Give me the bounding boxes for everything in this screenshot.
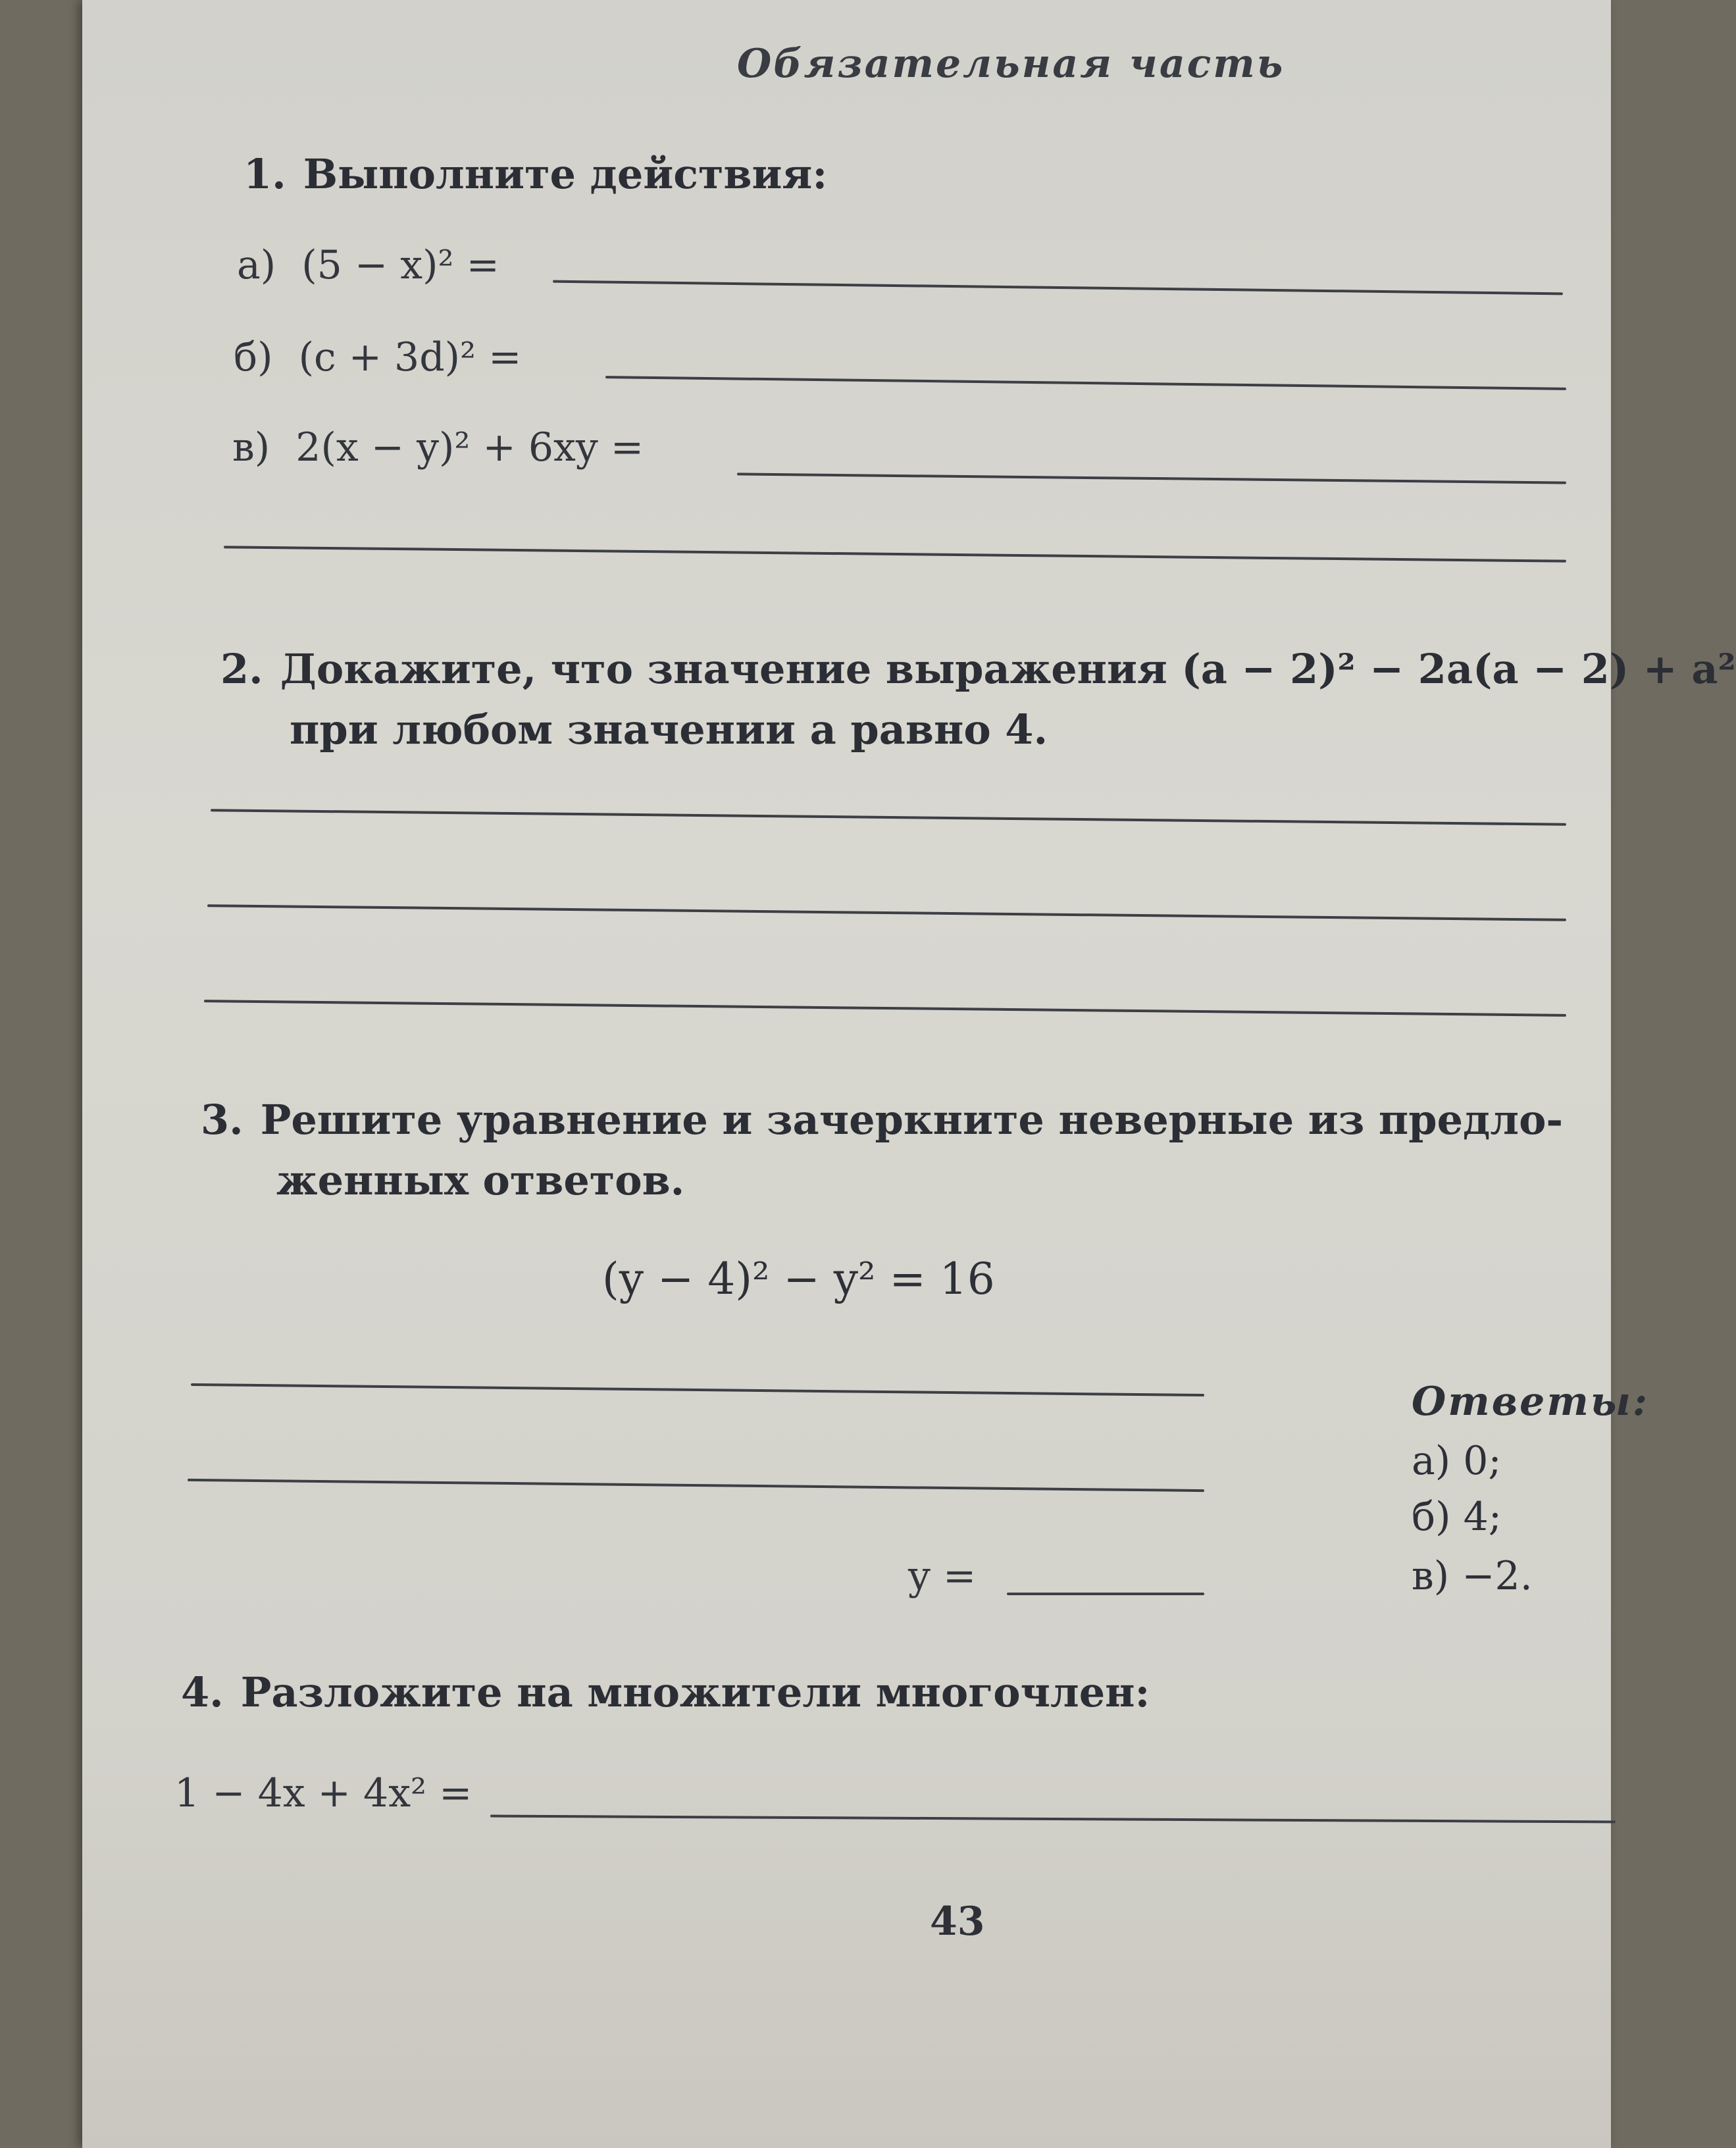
task-3-y-answer-line[interactable]: [1007, 1593, 1204, 1595]
task-2-line-1: [220, 645, 1736, 693]
answer-option-b[interactable]: б) 4;: [1412, 1494, 1502, 1540]
task-1c-answer-line[interactable]: [737, 473, 1566, 484]
task-3-number: 3.: [201, 1096, 243, 1144]
task-4-title: [181, 1668, 1150, 1716]
task-3-equation: (y − 4)² − y² = 16: [602, 1254, 995, 1304]
task-2-answer-line-2[interactable]: [207, 904, 1566, 921]
task-2-answer-line-1[interactable]: [211, 809, 1566, 826]
task-3-y-label: y =: [908, 1553, 977, 1599]
task-1a-answer-line[interactable]: [553, 280, 1563, 295]
task-2-text-1: Докажите, что значение выражения (a − 2)² − 2a(a − 2) + a²: [280, 645, 1736, 693]
task-1b-label: б): [234, 334, 273, 380]
task-1c: [232, 424, 644, 471]
task-2-number: 2.: [220, 645, 263, 693]
answers-title: Ответы:: [1412, 1379, 1650, 1425]
task-4-text: Разложите на множители многочлен:: [240, 1668, 1150, 1716]
task-4-answer-line[interactable]: [490, 1815, 1616, 1824]
answer-option-c[interactable]: в) −2.: [1412, 1553, 1533, 1599]
task-1-title: [243, 150, 827, 198]
task-1b-answer-line[interactable]: [605, 376, 1566, 390]
task-1a-expr: (5 − x)² =: [301, 242, 499, 288]
task-3-line-2: женных ответов.: [276, 1156, 685, 1204]
answer-option-a[interactable]: а) 0;: [1412, 1438, 1502, 1484]
task-1b-expr: (c + 3d)² =: [298, 334, 522, 380]
task-1c-expr: 2(x − y)² + 6xy =: [295, 424, 644, 471]
task-1a-label: а): [237, 242, 276, 288]
task-3-answer-line-1[interactable]: [191, 1383, 1204, 1396]
task-1b: [234, 334, 521, 380]
task-3-text-1: Решите уравнение и зачеркните неверные из предло-: [260, 1096, 1564, 1144]
page-number: 43: [930, 1899, 985, 1945]
task-2-answer-line-3[interactable]: [204, 1000, 1566, 1017]
task-4-number: 4.: [181, 1668, 224, 1716]
task-4-expr: 1 − 4x + 4x² =: [174, 1770, 472, 1816]
task-1-number: 1.: [243, 150, 286, 198]
task-2-line-2: при любом значении a равно 4.: [290, 705, 1048, 754]
task-1a: [237, 242, 499, 288]
task-3-answer-line-2[interactable]: [188, 1479, 1204, 1492]
task-3-line-1: [201, 1096, 1563, 1144]
workbook-page: [82, 0, 1736, 2148]
task-1-text: Выполните действия:: [303, 150, 828, 198]
task-1c-label: в): [232, 424, 270, 471]
section-header: Обязательная часть: [737, 41, 1285, 87]
task-1c-answer-line-2[interactable]: [224, 546, 1566, 562]
